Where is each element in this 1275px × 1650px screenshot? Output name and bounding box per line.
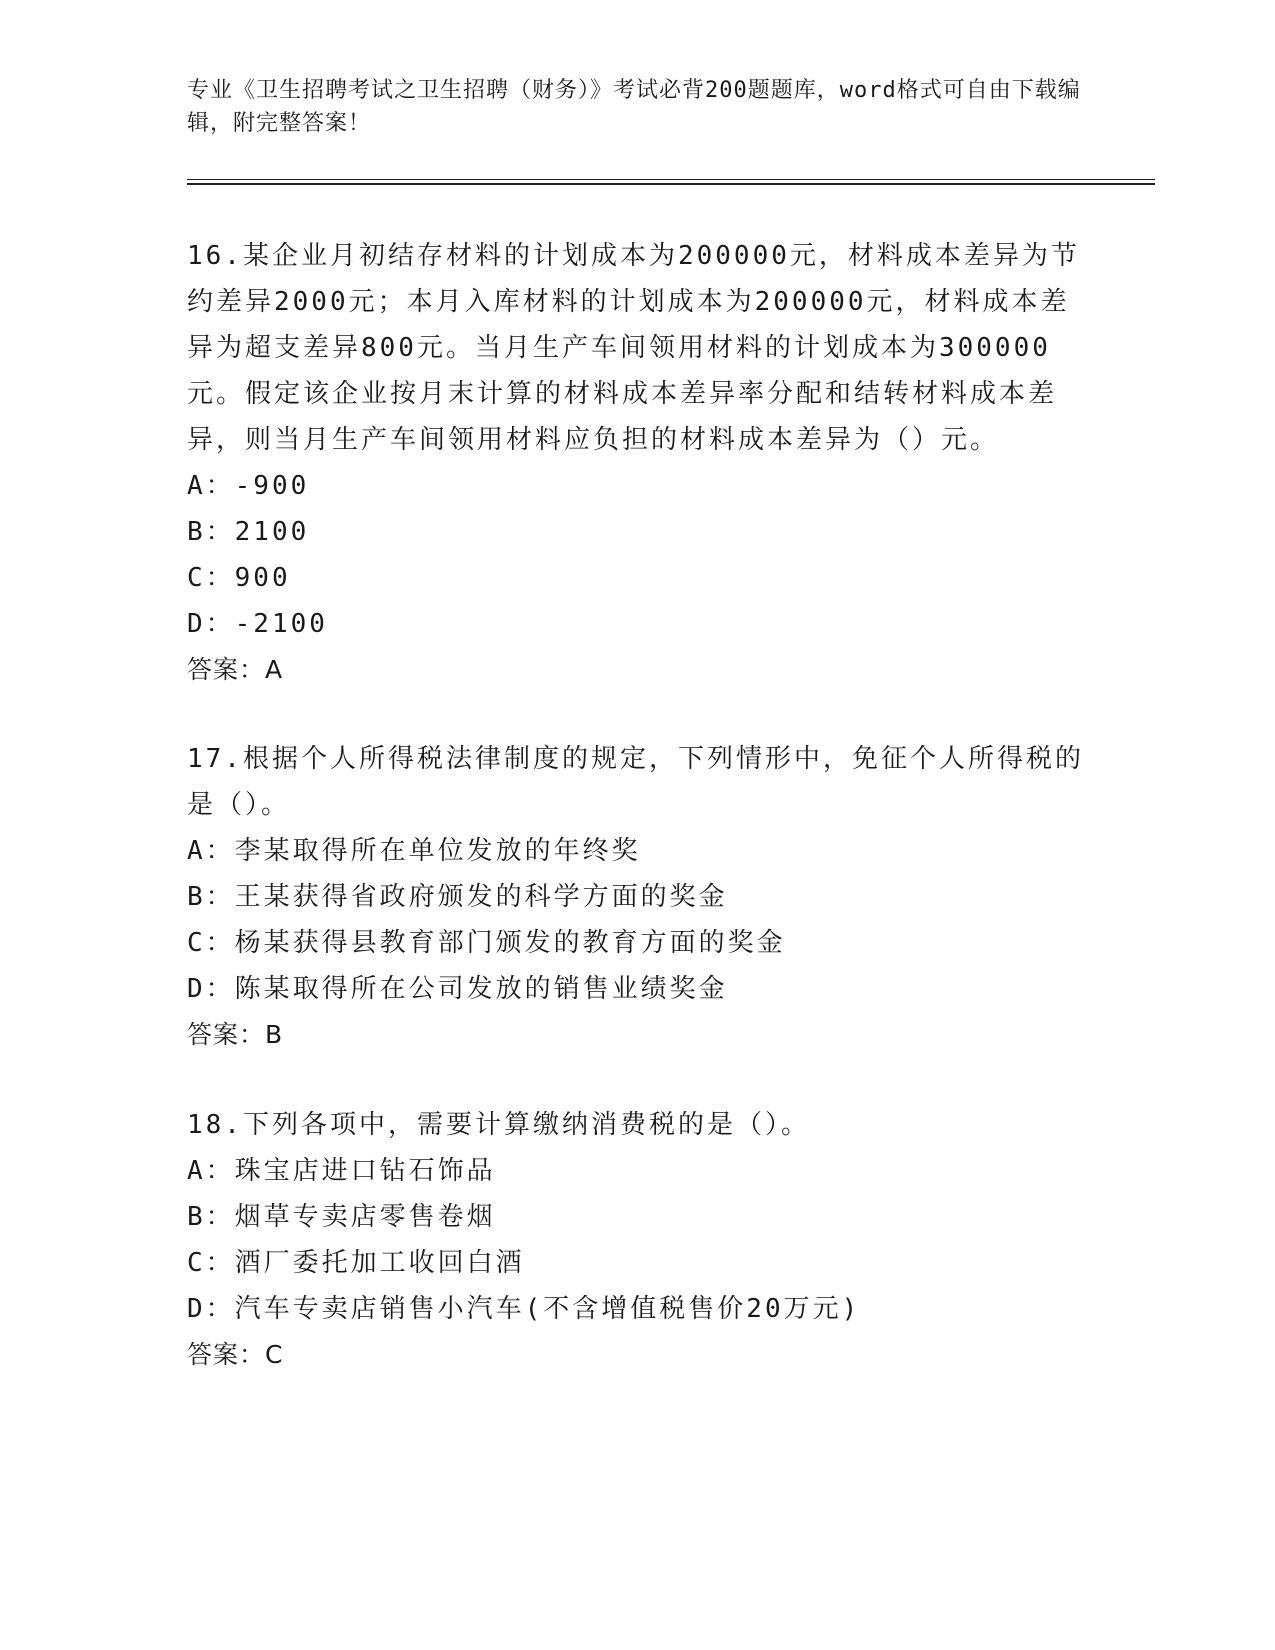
answer-label: 答案：B <box>187 1020 284 1049</box>
option-a: A：李某取得所在单位发放的年终奖 <box>187 836 641 866</box>
header-rule-thick <box>187 183 1155 185</box>
question-stem: 18.下列各项中，需要计算缴纳消费税的是（）。 <box>187 1110 810 1140</box>
option-b: B：烟草专卖店零售卷烟 <box>187 1202 496 1232</box>
answer-label: 答案：A <box>187 655 284 684</box>
option-d: D：汽车专卖店销售小汽车(不含增值税售价20万元) <box>187 1294 861 1324</box>
option-b: B：王某获得省政府颁发的科学方面的奖金 <box>187 882 728 912</box>
option-d: D：陈某取得所在公司发放的销售业绩奖金 <box>187 974 728 1004</box>
option-a: A：-900 <box>187 471 310 501</box>
question-18 <box>187 1102 1087 1378</box>
option-a: A：珠宝店进口钻石饰品 <box>187 1156 496 1186</box>
question-17 <box>187 736 1087 1058</box>
document-header: 专业《卫生招聘考试之卫生招聘（财务）》考试必背200题题库，word格式可自由下载编辑，附完整答案！ <box>187 78 1081 136</box>
question-stem: 17.根据个人所得税法律制度的规定，下列情形中，免征个人所得税的是（）。 <box>187 744 1084 820</box>
header-rule-thin <box>187 179 1155 180</box>
option-c: C：酒厂委托加工收回白酒 <box>187 1248 525 1278</box>
option-c: C：900 <box>187 563 291 593</box>
option-b: B：2100 <box>187 517 310 547</box>
option-d: D：-2100 <box>187 609 328 639</box>
question-16 <box>187 233 1087 693</box>
option-c: C：杨某获得县教育部门颁发的教育方面的奖金 <box>187 928 786 958</box>
question-stem: 16.某企业月初结存材料的计划成本为200000元，材料成本差异为节约差异2000元；本月入库材料的计划成本为200000元，材料成本差异为超支差异800元。当月生产车间领用材料的计划成本为300000元。假定该企业按月末计算的材料成本差异率分配和结转材料成本差异，则当月生产车间领用材料应负担的材料成本差异为（）元。 <box>187 241 1080 455</box>
answer-label: 答案：C <box>187 1340 284 1369</box>
